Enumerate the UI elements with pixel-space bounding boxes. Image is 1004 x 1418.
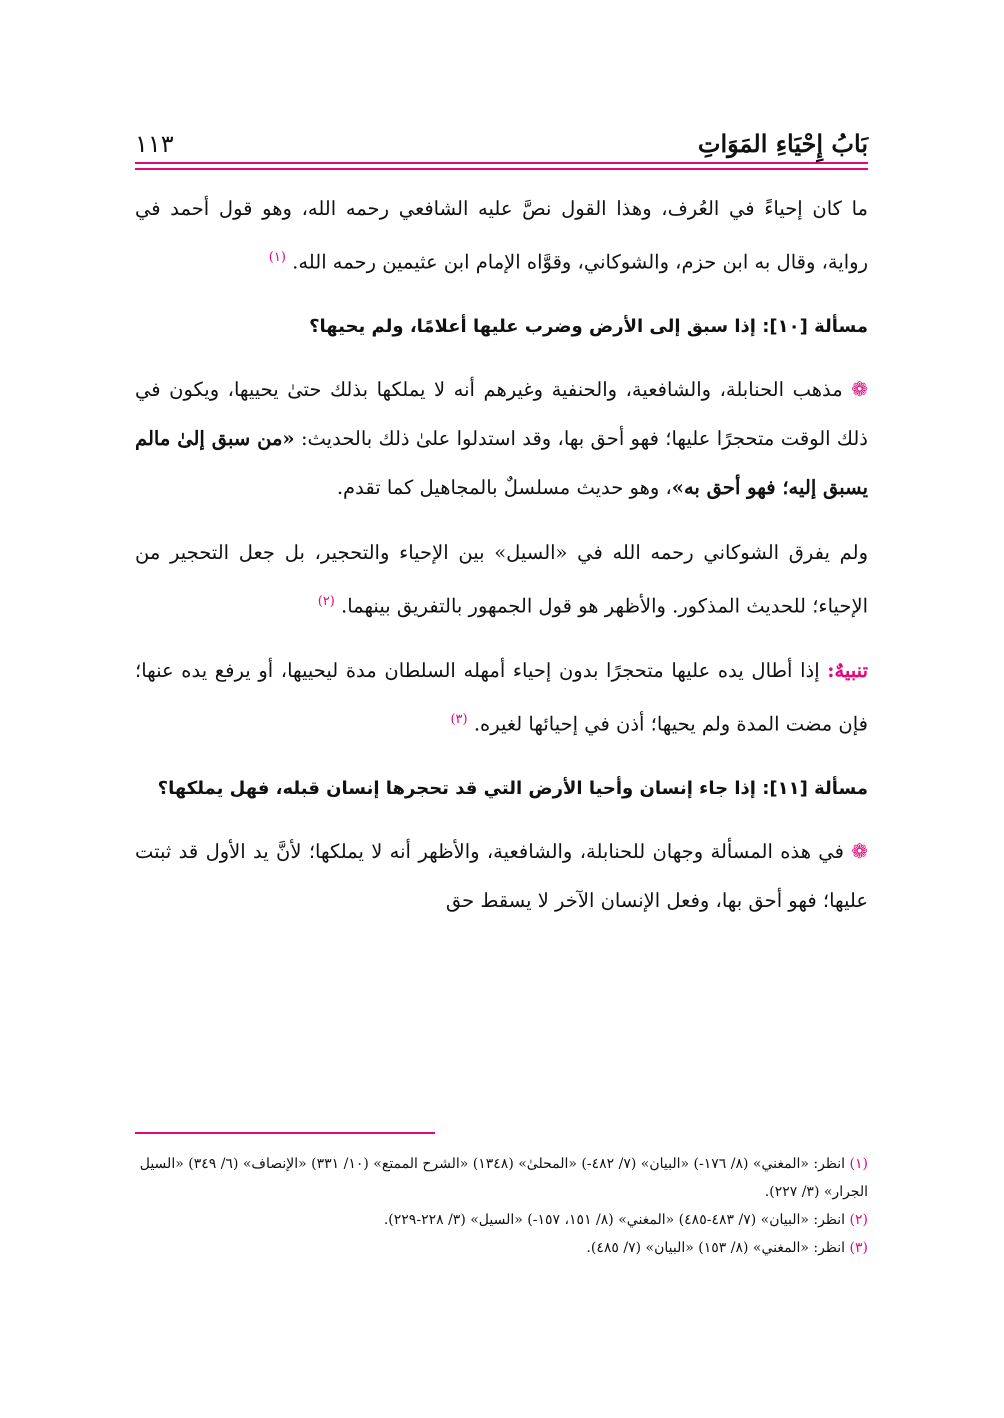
page-number: ١١٣ bbox=[135, 130, 174, 158]
paragraph-4: تنبيهٌ: إذا أطال يده عليها متحجرًا بدون إحياء أمهله السلطان مدة ليحييها، أو يرفع يده عنها؛ فإن مضت المدة ولم يحيها؛ أذن في إحيائها لغيره. $^{(٣)}$ bbox=[135, 659, 868, 736]
rosette-icon: ❁ bbox=[851, 838, 868, 863]
note-label: تنبيهٌ: bbox=[827, 659, 868, 682]
paragraph-5: ❁ في هذه المسألة وجهان للحنابلة، والشافعية، والأظهر أنه لا يملكها؛ لأنَّ يد الأول قد ثبتت عليها؛ فهو أحق بها، وفعل الإنسان الآخر لا يسقط حق bbox=[135, 838, 868, 912]
footnote-2: (٢) انظر: «البيان» (٧/ ٤٨٣-٤٨٥) «المغني» (٨/ ١٥١، ١٥٧-) «السيل» (٣/ ٢٢٨-٢٢٩). bbox=[383, 1212, 868, 1228]
footnote-rule bbox=[135, 1132, 435, 1134]
paragraph-2: ❁ مذهب الحنابلة، والشافعية، والحنفية وغيرهم أنه لا يملكها بذلك حتىٰ يحييها، ويكون في ذلك الوقت متحجرًا عليها؛ فهو أحق بها، وقد استدلوا علىٰ ذلك بالحديث: «من سبق إلىٰ مالم يسبق إليه؛ فهو أحق به»، وهو حديث مسلسلٌ بالمجاهيل كما تقدم. bbox=[135, 376, 869, 499]
chapter-title: بَابُ إِحْيَاءِ المَوَاتِ bbox=[697, 129, 868, 158]
page bbox=[135, 118, 868, 941]
rosette-icon: ❁ bbox=[851, 376, 869, 401]
paragraph-3: ولم يفرق الشوكاني رحمه الله في «السيل» بين الإحياء والتحجير، بل جعل التحجير من الإحياء؛ للحديث المذكور. والأظهر هو قول الجمهور بالتفريق بينهما. $^{(٢)}$ bbox=[135, 540, 868, 617]
footnotes bbox=[135, 1150, 868, 1262]
hadith-text: «من سبق إلىٰ مالم يسبق إليه؛ فهو أحق به» bbox=[135, 426, 868, 499]
footnote-ref-1[interactable]: (١) bbox=[268, 250, 286, 265]
question-10: مسألة [١٠]: إذا سبق إلى الأرض وضرب عليها أعلامًا، ولم يحيها؟ bbox=[309, 315, 868, 337]
footnote-ref-2[interactable]: (٢) bbox=[317, 593, 335, 609]
question-11: مسألة [١١]: إذا جاء إنسان وأحيا الأرض التي قد تحجرها إنسان قبله، فهل يملكها؟ bbox=[157, 777, 868, 799]
body-text bbox=[135, 184, 868, 925]
footnote-1: (١) انظر: «المغني» (٨/ ١٧٦-) «البيان» (٧/ ٤٨٢-) «المحلىٰ» (١٣٤٨) «الشرح الممتع» (١٠/ ٣٣١) «الإنصاف» (٦/ ٣٤٩) «السيل الجرار» (٣/ ٢٢٧). bbox=[139, 1156, 868, 1200]
paragraph-1: ما كان إحياءً في العُرف، وهذا القول نصَّ عليه الشافعي رحمه الله، وهو قول أحمد في رواية، وقال به ابن حزم، والشوكاني، وقوَّاه الإمام ابن عثيمين رحمه الله. $^{(١)}$ bbox=[135, 197, 868, 274]
footnote-3: (٣) انظر: «المغني» (٨/ ١٥٣) «البيان» (٧/ ٤٨٥). bbox=[586, 1240, 868, 1256]
running-header bbox=[135, 118, 868, 158]
footnote-ref-3[interactable]: (٣) bbox=[450, 712, 468, 727]
header-rule bbox=[135, 162, 868, 170]
